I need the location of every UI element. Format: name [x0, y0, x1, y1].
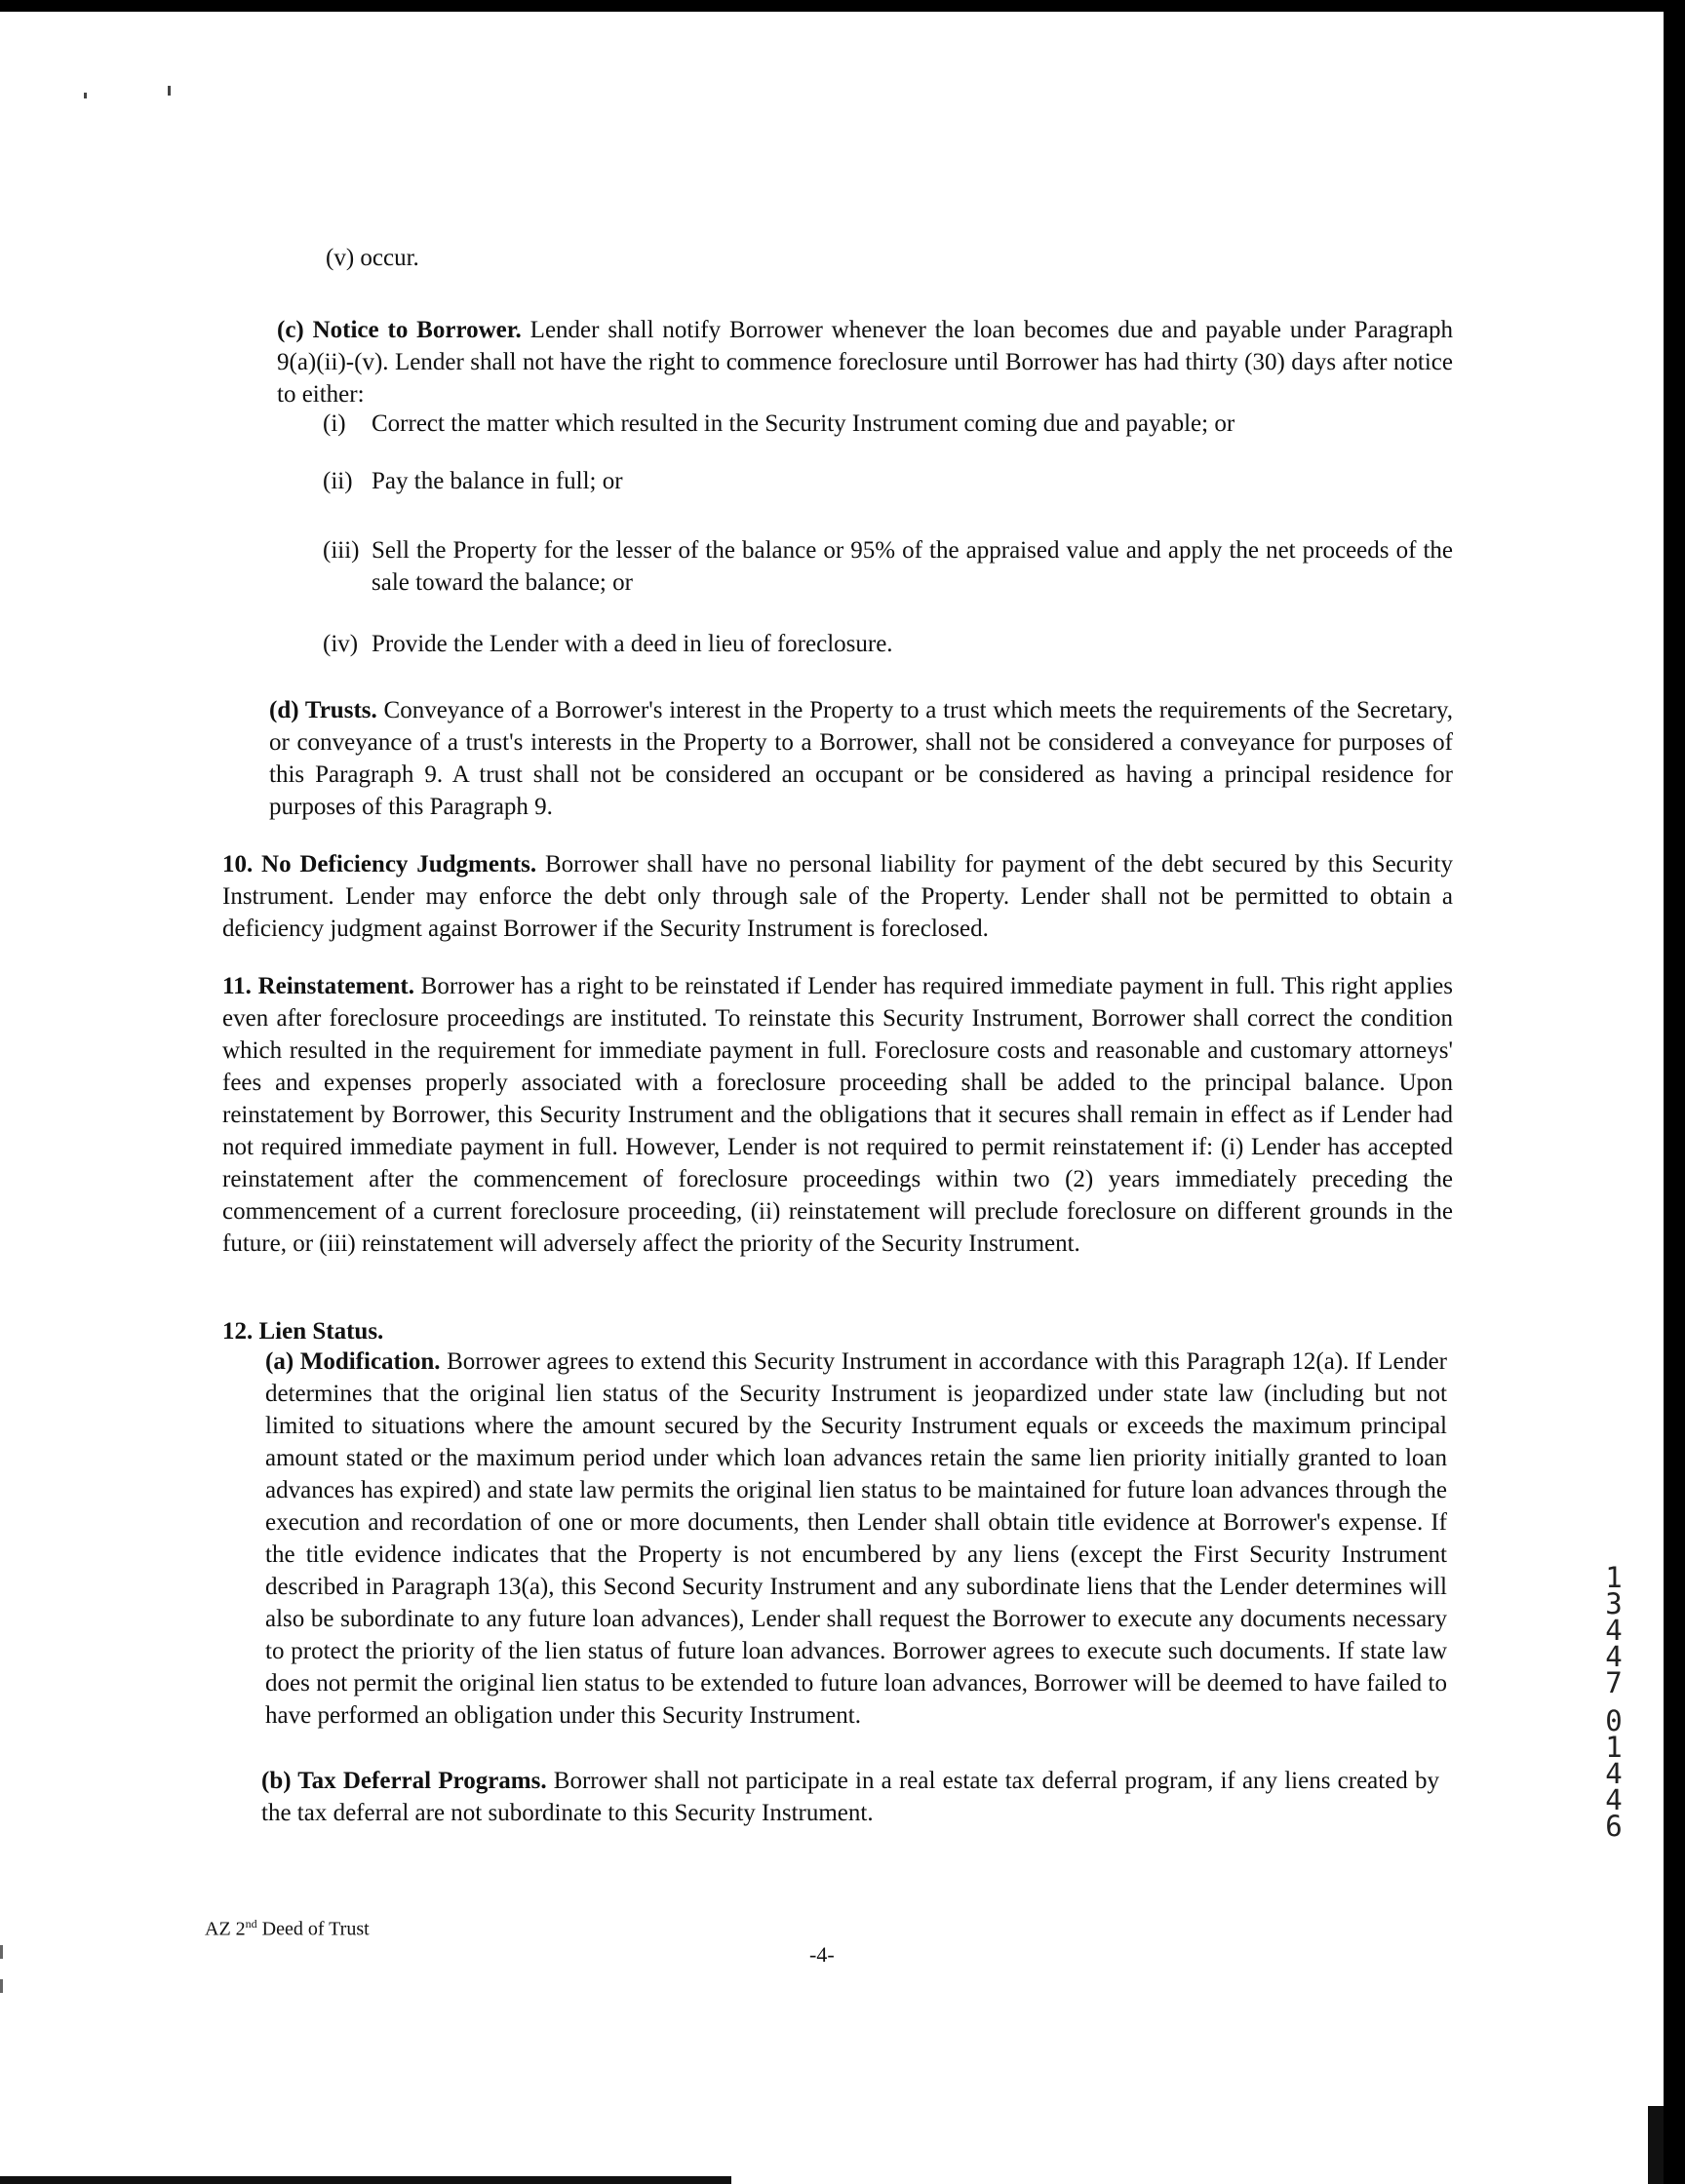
- recording-digit: 6: [1605, 1810, 1623, 1843]
- list-number: (i): [323, 410, 346, 437]
- list-item-ii: [323, 465, 1453, 497]
- scan-edge-corner: [1648, 2106, 1664, 2184]
- section-12b-text: Borrower shall not participate in a real estate tax deferral program, if any liens created by the tax deferral are not subordinate to this Security Instrument.: [261, 1768, 1439, 1826]
- section-12b-heading: (b) Tax Deferral Programs.: [261, 1768, 547, 1794]
- section-d-text: Conveyance of a Borrower's interest in the Property to a trust which meets the requirements of the Secretary, or conveyance of a trust's interests in the Property to a Borrower, shall not be considered a conveyance for purposes of this Paragraph 9. A trust shall not be considered an occupant or be considered as having a principal residence for purposes of this Paragraph 9.: [269, 697, 1453, 820]
- scan-edge-right: [1664, 0, 1685, 2184]
- section-11-text: Borrower has a right to be reinstated if Lender has required immediate payment in full. This right applies even after foreclosure proceedings are instituted. To reinstate this Security Instrument, Borrower shall correct the condition which resulted in the requirement for immediate payment in full. Foreclosure costs and reasonable and customary attorneys' fees and expenses properly associated with a foreclosure proceeding shall be added to the principal balance. Upon reinstatement by Borrower, this Security Instrument and the obligations that it secures shall remain in effect as if Lender had not required immediate payment in full. However, Lender is not required to permit reinstatement if: (i) Lender has accepted reinstatement after the commencement of foreclosure proceedings within two (2) years immediately preceding the commencement of a current foreclosure proceeding, (ii) reinstatement will preclude foreclosure on different grounds in the future, or (iii) reinstatement will adversely affect the priority of the Security Instrument.: [222, 973, 1453, 1257]
- list-number: (iv): [323, 631, 359, 657]
- section-12-heading: [222, 1315, 1453, 1347]
- section-12b-tax-deferral: [261, 1765, 1439, 1829]
- section-10-text: Borrower shall have no personal liability for payment of the debt secured by this Security Instrument. Lender may enforce the debt only through sale of the Property. Lender shall not be permitted to obtain a deficiency judgment against Borrower if the Security Instrument is foreclosed.: [222, 851, 1453, 942]
- section-d-heading: (d) Trusts.: [269, 697, 377, 723]
- section-c-heading: (c) Notice to Borrower.: [277, 317, 522, 343]
- list-text: Pay the balance in full; or: [372, 468, 623, 494]
- section-c-notice: [277, 314, 1453, 410]
- recording-digit: 4: [1605, 1640, 1623, 1673]
- footer-doc-sup: nd: [245, 1917, 257, 1930]
- scan-mark: [0, 1979, 3, 1993]
- section-12a-paragraph: [265, 1346, 1447, 1732]
- recording-digit: 0: [1605, 1704, 1623, 1737]
- section-d-paragraph: [269, 694, 1453, 823]
- footer-doc-prefix: AZ 2: [205, 1918, 246, 1940]
- scan-speck: [84, 93, 87, 98]
- section-10-paragraph: [222, 848, 1453, 945]
- section-11-reinstatement: [222, 970, 1453, 1260]
- scan-edge-bottom: [0, 2176, 731, 2184]
- scan-speck: [168, 86, 171, 96]
- section-c-paragraph: [277, 314, 1453, 410]
- section-d-trusts: [269, 694, 1453, 823]
- list-item-iv: [323, 628, 1453, 660]
- section-12b-paragraph: [261, 1765, 1439, 1829]
- recording-digit: 7: [1605, 1666, 1623, 1699]
- section-10-no-deficiency: [222, 848, 1453, 945]
- list-item-iii: [323, 534, 1453, 599]
- recording-digit: 1: [1605, 1561, 1623, 1594]
- section-12a-modification: [265, 1346, 1447, 1732]
- scan-mark: [0, 1945, 3, 1959]
- section-12a-text: Borrower agrees to extend this Security Instrument in accordance with this Paragraph 12(a). If Lender determines that the original lien status of the Security Instrument is jeopardized under state law (including but not limited to situations where the amount secured by the Security Instrument equals or exceeds the maximum principal amount stated or the maximum period under which loan advances retain the same lien priority initially granted to loan advances has expired) and state law permits the original lien status to be maintained for future loan advances through the execution and recordation of one or more documents, then Lender shall obtain title evidence at Borrower's expense. If the title evidence indicates that the Property is not encumbered by any liens (except the First Security Instrument described in Paragraph 13(a), this Second Security Instrument and any subordinate liens that the Lender determines will also be subordinate to any future loan advances), Lender shall request the Borrower to execute any documents necessary to protect the priority of the lien status of future loan advances. Borrower agrees to execute such documents. If state law does not permit the original lien status to be extended to future loan advances, Borrower will be deemed to have failed to have performed an obligation under this Security Instrument.: [265, 1348, 1447, 1729]
- section-12-title: 12. Lien Status.: [222, 1318, 384, 1345]
- list-text: Sell the Property for the lesser of the balance or 95% of the appraised value and apply the net proceeds of the sale toward the balance; or: [372, 537, 1453, 596]
- section-12a-heading: (a) Modification.: [265, 1348, 441, 1375]
- list-text: Provide the Lender with a deed in lieu of foreclosure.: [372, 631, 893, 657]
- section-10-heading: 10. No Deficiency Judgments.: [222, 851, 537, 878]
- page-number: -4-: [809, 1942, 835, 1967]
- recording-digit: 4: [1605, 1783, 1623, 1816]
- list-number: (ii): [323, 468, 353, 494]
- recording-digit: 4: [1605, 1757, 1623, 1790]
- footer-doc-title: [205, 1917, 370, 1941]
- list-item-i: [323, 408, 1453, 440]
- line-v-occur: (v) occur.: [326, 245, 419, 271]
- list-number: (iii): [323, 537, 360, 564]
- footer-doc-suffix: Deed of Trust: [256, 1918, 370, 1940]
- section-11-paragraph: [222, 970, 1453, 1260]
- vertical-recording-number: [1602, 1561, 1626, 1843]
- section-11-heading: 11. Reinstatement.: [222, 973, 414, 999]
- section-c-text: Lender shall notify Borrower whenever the loan becomes due and payable under Paragraph 9(a)(ii)-(v). Lender shall not have the right to commence foreclosure until Borrower has had thirty (30) days after notice to either:: [277, 317, 1453, 408]
- recording-digit: 1: [1605, 1731, 1623, 1764]
- scan-edge-top: [0, 0, 1685, 12]
- recording-digit: 4: [1605, 1614, 1623, 1647]
- recording-digit: 3: [1605, 1587, 1623, 1620]
- list-text: Correct the matter which resulted in the Security Instrument coming due and payable; or: [372, 410, 1235, 437]
